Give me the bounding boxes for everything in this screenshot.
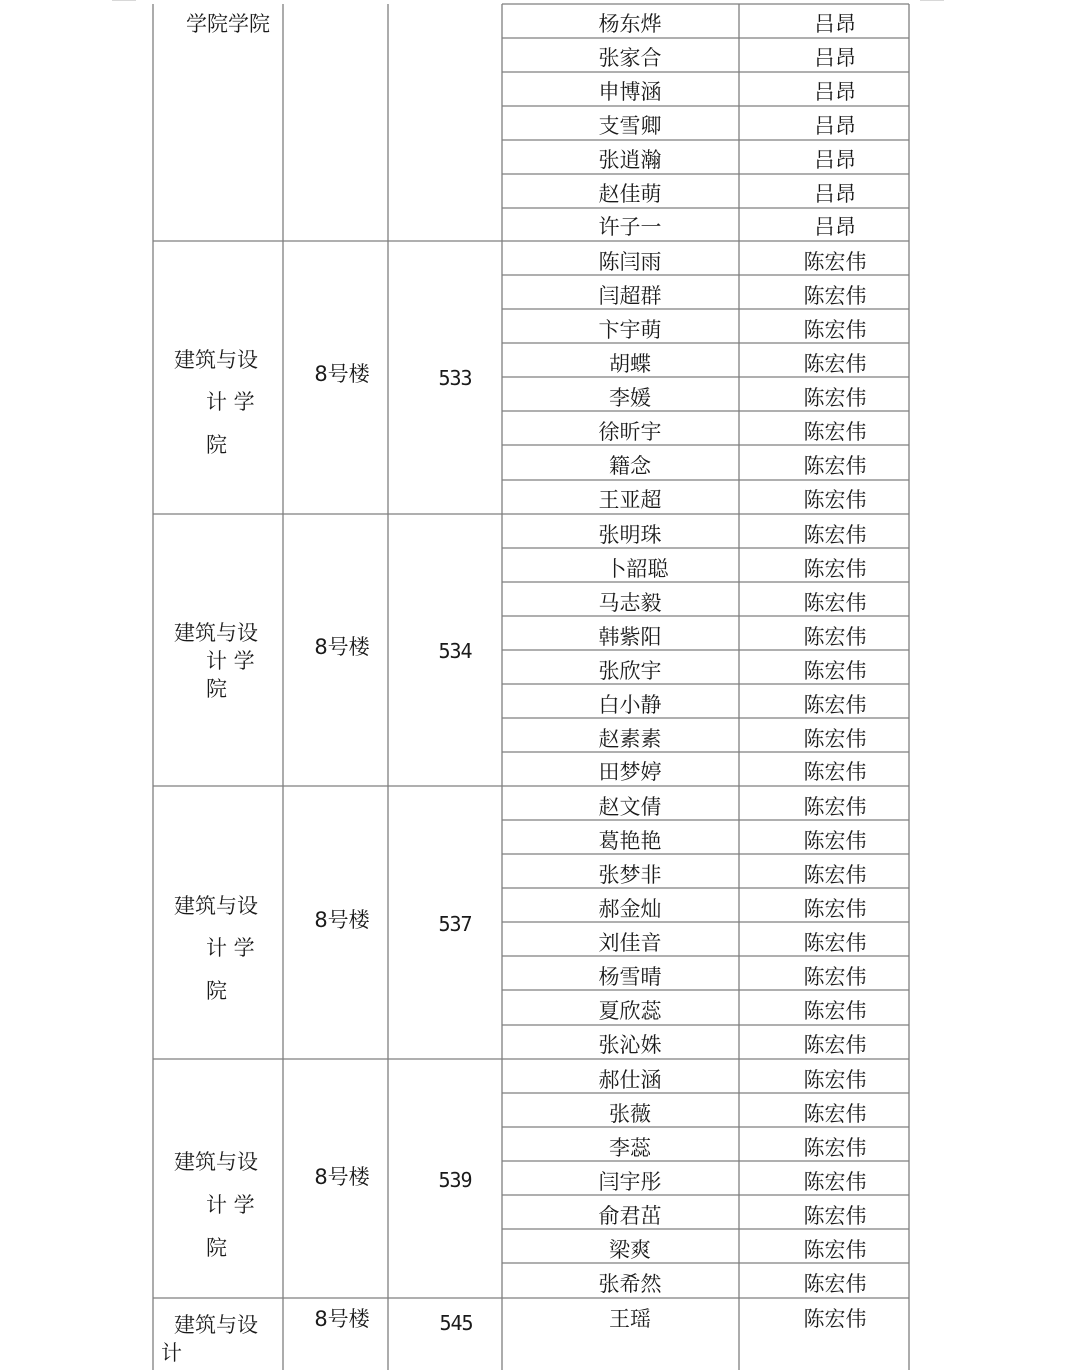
tutor-name: 陈宏伟 [803,1136,867,1160]
tutor-name: 陈宏伟 [803,625,867,649]
room-number: 539 [438,1168,472,1192]
student-name: 王瑶 [609,1307,651,1331]
tutor-name: 陈宏伟 [803,1033,867,1057]
college-cell: 建筑与设 [174,1313,258,1337]
student-name: 陈闫雨 [598,250,662,274]
student-name: 籍念 [609,454,651,478]
tutor-name: 陈宏伟 [803,727,867,751]
student-name: 夏欣蕊 [598,999,662,1023]
student-name: 赵佳萌 [598,182,662,206]
student-name: 张沁姝 [598,1033,662,1057]
student-name: 李媛 [609,386,651,410]
college-cell: 建筑与设 [174,348,258,372]
tutor-name: 陈宏伟 [803,488,867,512]
student-name: 田梦婷 [598,760,662,784]
tutor-name: 吕昂 [814,215,856,239]
student-name: 李蕊 [609,1136,651,1160]
student-name: 张欣宇 [598,659,662,683]
tutor-name: 陈宏伟 [803,557,867,581]
student-name: 葛艳艳 [598,829,662,853]
student-name: 张薇 [609,1102,651,1126]
tutor-name: 陈宏伟 [803,965,867,989]
student-name: 郝仕涵 [598,1068,662,1092]
student-name: 郝金灿 [598,897,662,921]
student-name: 闫超群 [598,284,662,308]
college-cell: 学院学院 [186,12,270,36]
college-cell: 计 学 [206,649,255,673]
tutor-name: 吕昂 [814,148,856,172]
college-cell: 计 学 [206,390,255,414]
college-cell: 院 [206,979,227,1003]
student-name: 闫宇彤 [598,1170,662,1194]
student-name: 胡蝶 [609,352,651,376]
tutor-name: 吕昂 [814,12,856,36]
tutor-name: 陈宏伟 [803,931,867,955]
college-cell: 院 [206,433,227,457]
student-name: 许子一 [598,215,662,239]
tutor-name: 陈宏伟 [803,1272,867,1296]
tutor-name: 陈宏伟 [803,1307,867,1331]
student-name: 支雪卿 [598,114,662,138]
tutor-name: 陈宏伟 [803,659,867,683]
college-cell: 计 学 [206,936,255,960]
student-name: 张梦非 [598,863,662,887]
student-name: 马志毅 [598,591,662,615]
tutor-name: 陈宏伟 [803,352,867,376]
room-number: 537 [438,912,472,936]
student-name: 梁爽 [609,1238,651,1262]
tutor-name: 吕昂 [814,114,856,138]
student-name: 张明珠 [598,523,662,547]
tutor-name: 陈宏伟 [803,386,867,410]
tutor-name: 陈宏伟 [803,1102,867,1126]
tutor-name: 陈宏伟 [803,284,867,308]
student-name: 赵文倩 [598,795,662,819]
tutor-name: 陈宏伟 [803,760,867,784]
tutor-name: 陈宏伟 [803,523,867,547]
tutor-name: 陈宏伟 [803,1204,867,1228]
tutor-name: 吕昂 [814,46,856,70]
tutor-name: 陈宏伟 [803,829,867,853]
college-cell: 建筑与设 [174,1150,258,1174]
tutor-name: 陈宏伟 [803,591,867,615]
college-cell: 计 学 [206,1193,255,1217]
student-name: 王亚超 [598,488,662,512]
student-name: 卞宇萌 [598,318,662,342]
tutor-name: 陈宏伟 [803,1238,867,1262]
tutor-name: 陈宏伟 [803,1170,867,1194]
student-name: 俞君茁 [598,1204,662,1228]
tutor-name: 陈宏伟 [803,318,867,342]
student-name: 张逍瀚 [598,148,662,172]
tutor-name: 陈宏伟 [803,420,867,444]
room-number: 533 [438,366,472,390]
building-cell: 8号楼 [314,635,370,659]
student-name: 申博涵 [598,80,662,104]
college-cell: 院 [206,677,227,701]
tutor-name: 吕昂 [814,182,856,206]
tutor-name: 陈宏伟 [803,454,867,478]
building-cell: 8号楼 [314,362,370,386]
student-name: 杨雪晴 [598,965,662,989]
student-name: 白小静 [598,693,662,717]
student-name: 赵素素 [598,727,662,751]
college-cell: 院 [206,1236,227,1260]
tutor-name: 陈宏伟 [803,1068,867,1092]
student-name: 徐昕宇 [598,420,662,444]
building-cell: 8号楼 [314,908,370,932]
building-cell: 8号楼 [314,1307,370,1331]
building-cell: 8号楼 [314,1165,370,1189]
student-name: 张希然 [598,1272,662,1296]
room-number: 534 [438,639,472,663]
student-name: 刘佳音 [598,931,662,955]
tutor-name: 吕昂 [814,80,856,104]
student-name: 韩紫阳 [598,625,662,649]
tutor-name: 陈宏伟 [803,999,867,1023]
tutor-name: 陈宏伟 [803,693,867,717]
college-cell: 计 [161,1341,182,1365]
college-cell: 建筑与设 [174,621,258,645]
student-name: 卜韶聪 [605,557,669,581]
student-name: 杨东烨 [598,12,662,36]
room-number: 545 [439,1311,473,1335]
student-name: 张家合 [598,46,662,70]
tutor-name: 陈宏伟 [803,795,867,819]
college-cell: 建筑与设 [174,894,258,918]
tutor-name: 陈宏伟 [803,250,867,274]
tutor-name: 陈宏伟 [803,863,867,887]
tutor-name: 陈宏伟 [803,897,867,921]
